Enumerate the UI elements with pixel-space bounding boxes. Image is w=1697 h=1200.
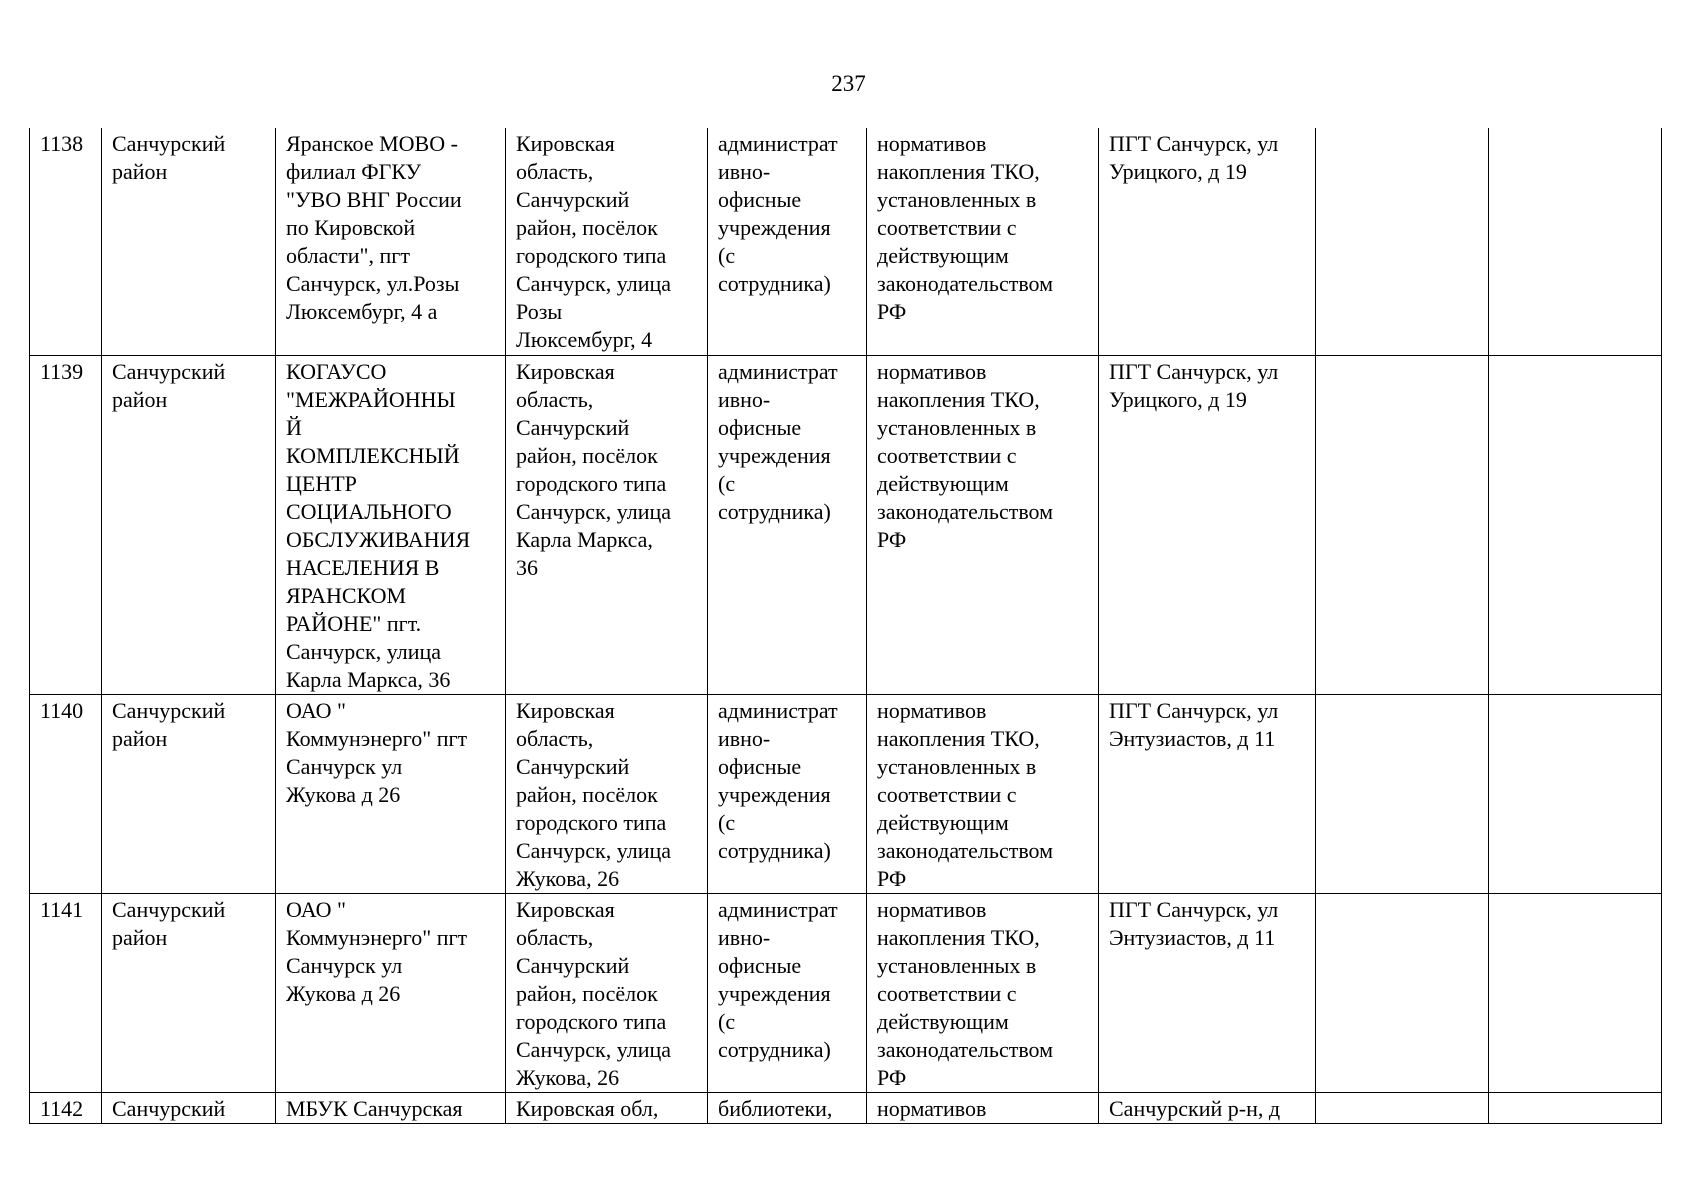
category-cell: администрат ивно- офисные учреждения (с сотрудника) bbox=[708, 694, 867, 893]
empty-cell bbox=[1489, 694, 1662, 893]
address-cell: Кировская область, Санчурский район, посёлок городского типа Санчурск, улица Жукова, 26 bbox=[506, 893, 708, 1092]
norm-cell: нормативов накопления ТКО, установленных в соответствии с действующим законодательством РФ bbox=[867, 355, 1099, 694]
row-number-cell: 1139 bbox=[30, 355, 102, 694]
empty-cell bbox=[1316, 355, 1489, 694]
district-cell: Санчурский bbox=[102, 1092, 276, 1123]
district-cell: Санчурский район bbox=[102, 355, 276, 694]
site-cell: ПГТ Санчурск, ул Энтузиастов, д 11 bbox=[1099, 893, 1316, 1092]
empty-cell bbox=[1489, 893, 1662, 1092]
address-cell: Кировская область, Санчурский район, посёлок городского типа Санчурск, улица Жукова, 26 bbox=[506, 694, 708, 893]
district-cell: Санчурский район bbox=[102, 893, 276, 1092]
row-number-cell: 1142 bbox=[30, 1092, 102, 1123]
norm-cell: нормативов накопления ТКО, установленных в соответствии с действующим законодательством РФ bbox=[867, 893, 1099, 1092]
empty-cell bbox=[1316, 128, 1489, 355]
empty-cell bbox=[1316, 893, 1489, 1092]
table-row bbox=[30, 893, 1662, 1092]
empty-cell bbox=[1316, 694, 1489, 893]
category-cell: администрат ивно- офисные учреждения (с сотрудника) bbox=[708, 355, 867, 694]
category-cell: библиотеки, bbox=[708, 1092, 867, 1123]
empty-cell bbox=[1489, 1092, 1662, 1123]
table-row bbox=[30, 694, 1662, 893]
norm-cell: нормативов накопления ТКО, установленных в соответствии с действующим законодательством РФ bbox=[867, 128, 1099, 355]
site-cell: ПГТ Санчурск, ул Урицкого, д 19 bbox=[1099, 128, 1316, 355]
empty-cell bbox=[1489, 355, 1662, 694]
registry-table bbox=[29, 128, 1662, 1124]
category-cell: администрат ивно- офисные учреждения (с сотрудника) bbox=[708, 128, 867, 355]
organization-cell: ОАО " Коммунэнерго" пгт Санчурск ул Жукова д 26 bbox=[276, 694, 506, 893]
address-cell: Кировская обл, bbox=[506, 1092, 708, 1123]
district-cell: Санчурский район bbox=[102, 128, 276, 355]
empty-cell bbox=[1489, 128, 1662, 355]
site-cell: Санчурский р-н, д bbox=[1099, 1092, 1316, 1123]
norm-cell: нормативов bbox=[867, 1092, 1099, 1123]
table-row bbox=[30, 1092, 1662, 1123]
row-number-cell: 1138 bbox=[30, 128, 102, 355]
empty-cell bbox=[1316, 1092, 1489, 1123]
site-cell: ПГТ Санчурск, ул Урицкого, д 19 bbox=[1099, 355, 1316, 694]
norm-cell: нормативов накопления ТКО, установленных в соответствии с действующим законодательством РФ bbox=[867, 694, 1099, 893]
row-number-cell: 1141 bbox=[30, 893, 102, 1092]
page-number: 237 bbox=[831, 71, 866, 96]
category-cell: администрат ивно- офисные учреждения (с сотрудника) bbox=[708, 893, 867, 1092]
table-row bbox=[30, 355, 1662, 694]
row-number-cell: 1140 bbox=[30, 694, 102, 893]
organization-cell: КОГАУСО "МЕЖРАЙОННЫ Й КОМПЛЕКСНЫЙ ЦЕНТР СОЦИАЛЬНОГО ОБСЛУЖИВАНИЯ НАСЕЛЕНИЯ В ЯРАНСКОМ РАЙОНЕ" пгт. Санчурск, улица Карла Маркса, 36 bbox=[276, 355, 506, 694]
organization-cell: МБУК Санчурская bbox=[276, 1092, 506, 1123]
organization-cell: Яранское МОВО - филиал ФГКУ "УВО ВНГ России по Кировской области", пгт Санчурск, ул.Розы Люксембург, 4 а bbox=[276, 128, 506, 355]
organization-cell: ОАО " Коммунэнерго" пгт Санчурск ул Жукова д 26 bbox=[276, 893, 506, 1092]
address-cell: Кировская область, Санчурский район, посёлок городского типа Санчурск, улица Розы Люксембург, 4 bbox=[506, 128, 708, 355]
district-cell: Санчурский район bbox=[102, 694, 276, 893]
table-row bbox=[30, 128, 1662, 355]
address-cell: Кировская область, Санчурский район, посёлок городского типа Санчурск, улица Карла Маркса, 36 bbox=[506, 355, 708, 694]
site-cell: ПГТ Санчурск, ул Энтузиастов, д 11 bbox=[1099, 694, 1316, 893]
